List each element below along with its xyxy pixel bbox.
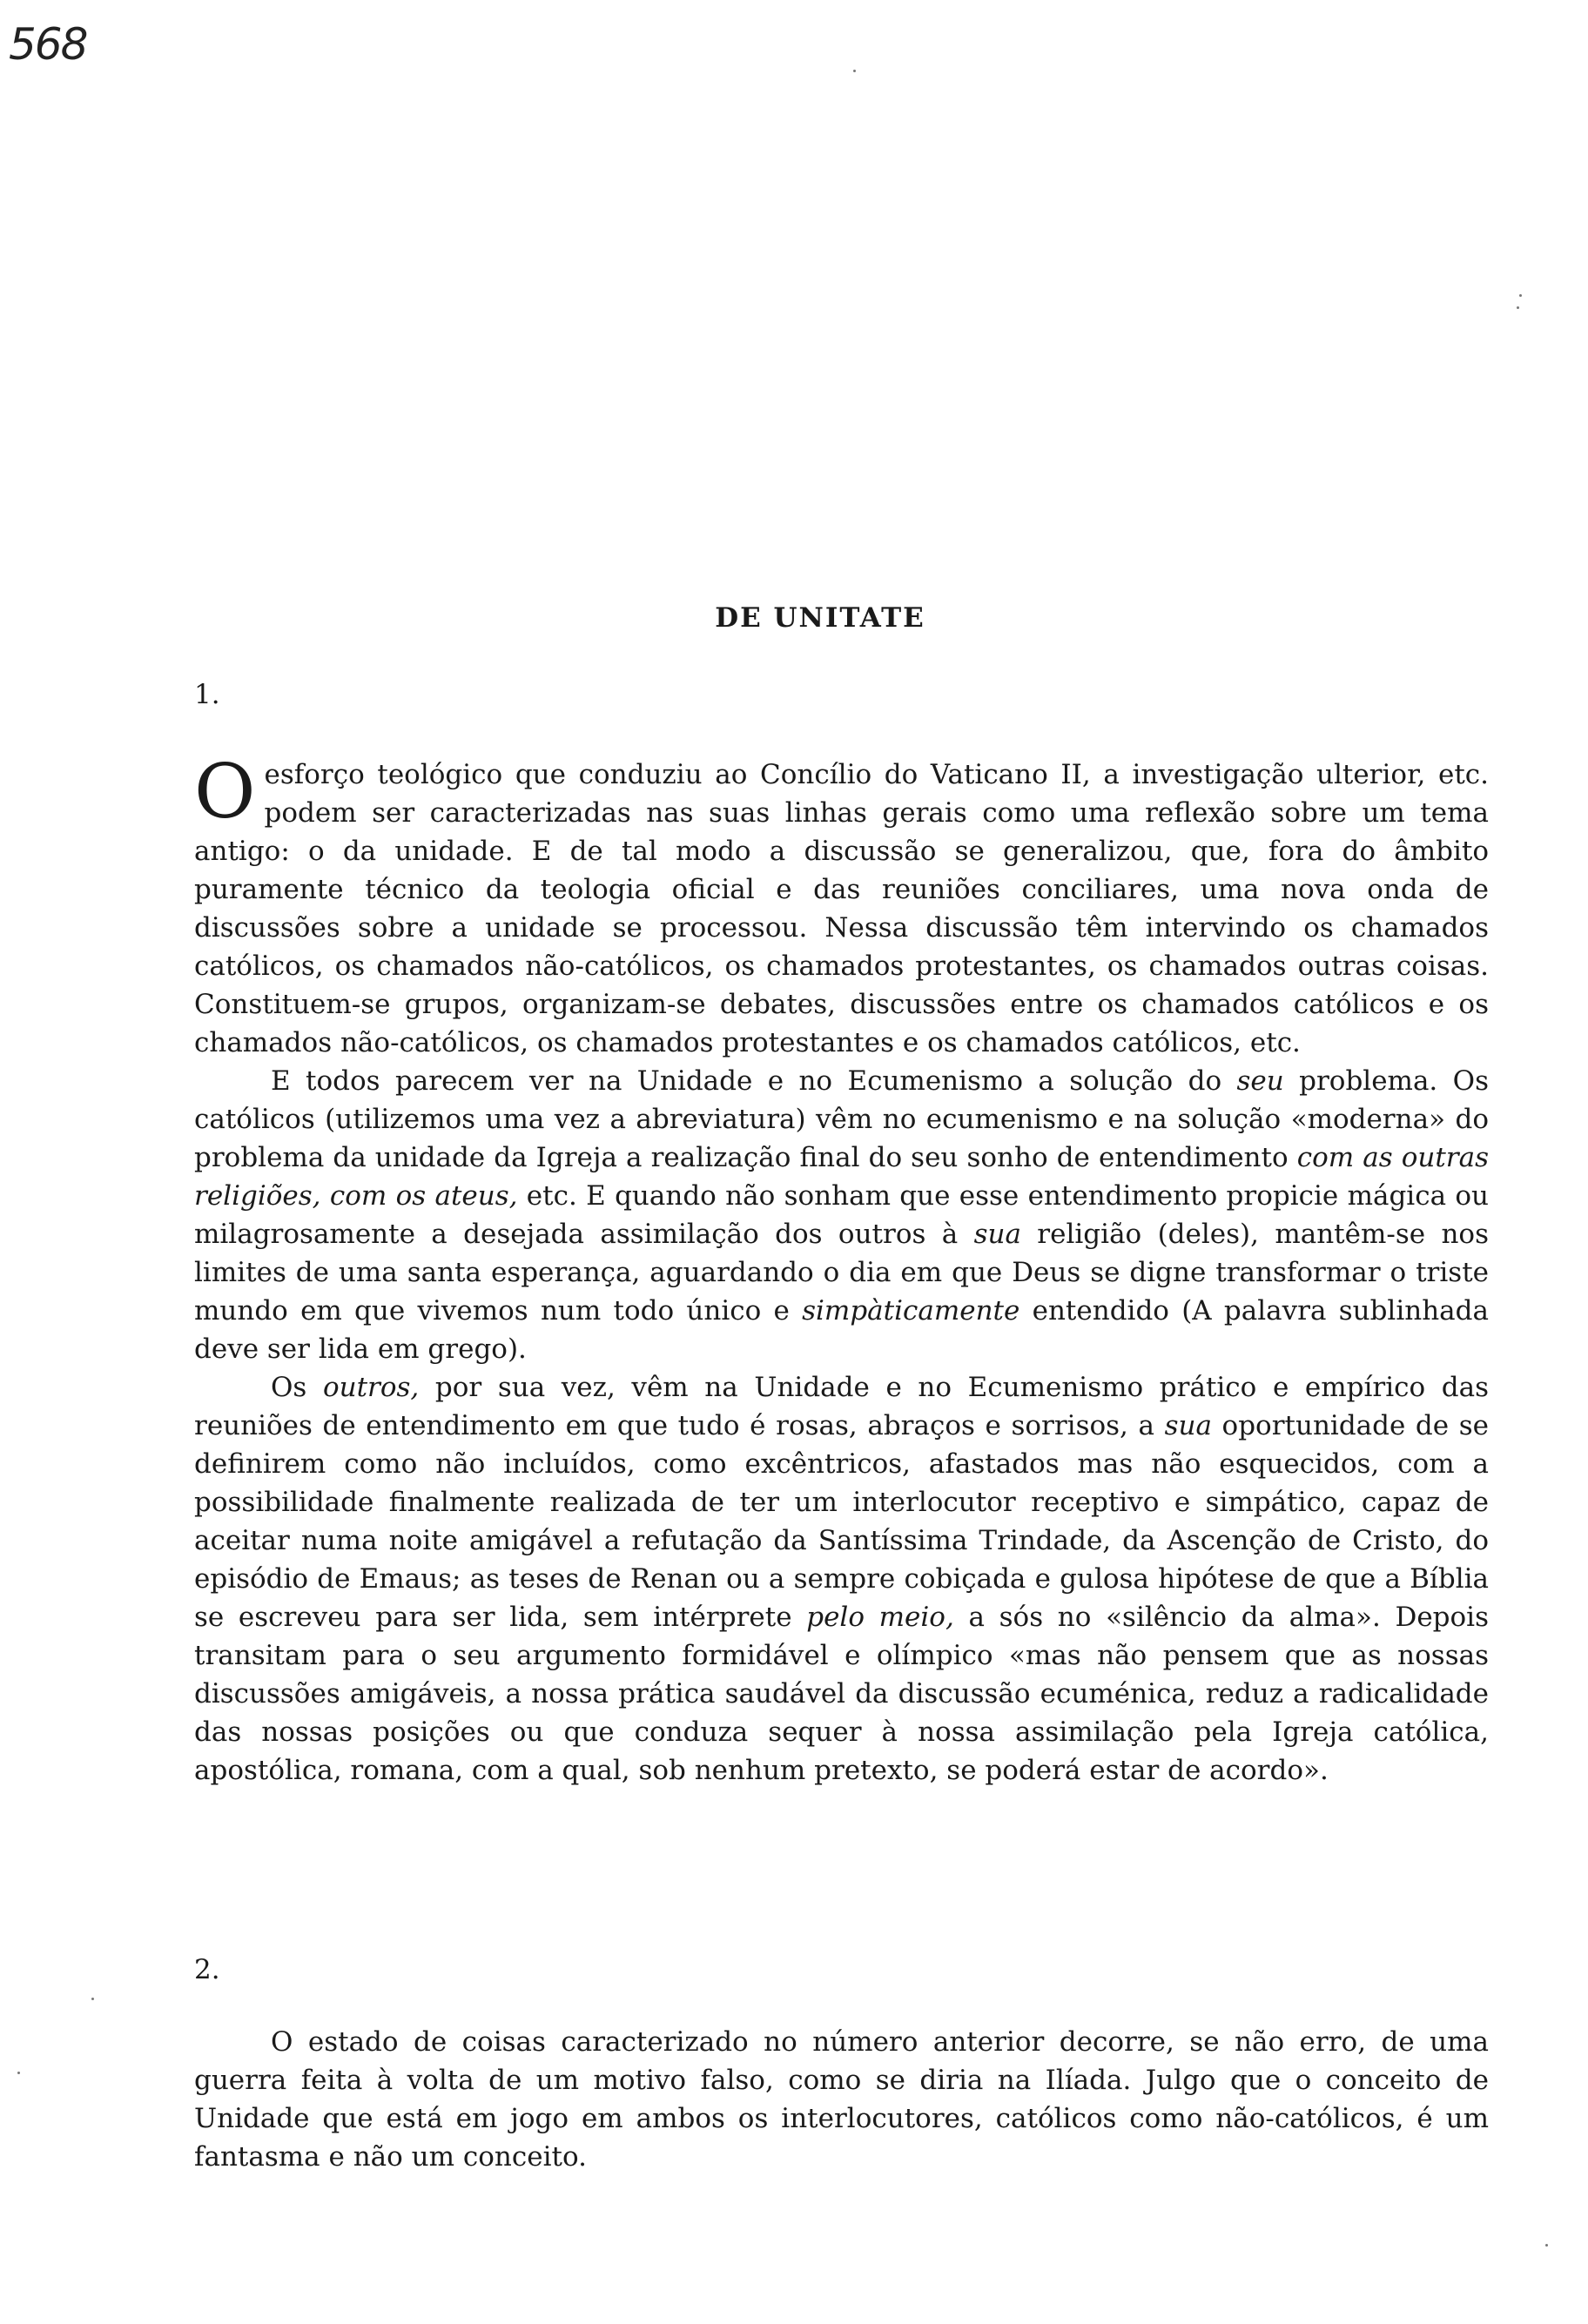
text-run: Os [271, 1372, 323, 1403]
section-number-1: 1. [194, 679, 220, 710]
text-run: problema. Os católicos (utilizemos uma vez a abreviatura) vêm no ecumenismo e na solução «moderna» do problema da unidade da Igreja a realização final do seu sonho de entendimento [194, 1065, 1489, 1173]
scan-speck [17, 2072, 20, 2074]
scan-speck [853, 70, 856, 72]
emphasis: outros, [322, 1372, 420, 1403]
scan-speck [1519, 294, 1522, 297]
emphasis: pelo meio, [806, 1602, 954, 1633]
paragraph-1-text: esforço teológico que conduziu ao Concílio do Vaticano II, a investigação ulterior, etc. podem ser caracterizadas nas suas linhas gerais como uma reflexão sobre um tema antigo: o da unidade. E de tal modo a discussão se generalizou, que, fora do âmbito puramente técnico da teologia oficial e das reuniões conciliares, uma nova onda de discussões sobre a unidade se processou. Nessa discussão têm intervindo os chamados católicos, os chamados não-católicos, os chamados protestantes, os chamados outras coisas. Constituem-se grupos, organizam-se debates, discussões entre os chamados católicos e os chamados não-católicos, os chamados protestantes e os chamados católicos, etc. [194, 759, 1489, 1058]
text-run: religião (deles), mantêm-se nos limites de uma santa esperança, aguardando o dia em que Deus se digne transformar o triste mundo em que vivemos num todo único e [194, 1219, 1489, 1327]
emphasis: simpàticamente [802, 1295, 1020, 1327]
text-run: etc. E quando não sonham que esse entendimento propicie mágica ou milagrosamente a desejada assimilação dos outros à [194, 1180, 1489, 1250]
section-2-body [194, 2023, 1489, 2176]
scan-speck [1517, 306, 1519, 309]
paragraph-2 [194, 1062, 1489, 1368]
paragraph-1 [194, 749, 1489, 1062]
page-title: DE UNITATE [715, 602, 925, 634]
emphasis: com as outras religiões, com os ateus, [194, 1142, 1489, 1212]
text-run: E todos parecem ver na Unidade e no Ecumenismo a solução do [271, 1065, 1237, 1097]
scan-speck [91, 1998, 94, 2000]
emphasis: sua [973, 1219, 1021, 1250]
scan-speck [1545, 2244, 1548, 2247]
paragraph-4 [194, 2023, 1489, 2176]
text-run: a sós no «silêncio da alma». Depois transitam para o seu argumento formidável e olímpico «mas não pensem que as nossas discussões amigáveis, a nossa prática saudável da discussão ecuménica, reduz a radicalidade das nossas posições ou que conduza sequer à nossa assimilação pela Igreja católica, apostólica, romana, com a qual, sob nenhum pretexto, se poderá estar de acordo». [194, 1602, 1489, 1786]
emphasis: sua [1164, 1410, 1212, 1441]
section-number-2: 2. [194, 1954, 220, 1985]
text-run: por sua vez, vêm na Unidade e no Ecumenismo prático e empírico das reuniões de entendimento em que tudo é rosas, abraços e sorrisos, a [194, 1372, 1489, 1441]
text-run: oportunidade de se definirem como não incluídos, como excêntricos, afastados mas não esquecidos, com a possibilidade finalmente realizada de ter um interlocutor receptivo e simpático, capaz de aceitar numa noite amigável a refutação da Santíssima Trindade, da Ascenção de Cristo, do episódio de Emaus; as teses de Renan ou a sempre cobiçada e gulosa hipótese de que a Bíblia se escreveu para ser lida, sem intérprete [194, 1410, 1489, 1633]
drop-cap: O [194, 749, 256, 836]
emphasis: seu [1236, 1065, 1284, 1097]
page-number: 568 [9, 19, 87, 70]
paragraph-3 [194, 1368, 1489, 1790]
section-1-body [194, 749, 1489, 1790]
text-run: O estado de coisas caracterizado no número anterior decorre, se não erro, de uma guerra feita à volta de um motivo falso, como se diria na Ilíada. Julgo que o conceito de Unidade que está em jogo em ambos os interlocutores, católicos como não-católicos, é um fantasma e não um conceito. [194, 2026, 1489, 2173]
text-run: entendido (A palavra sublinhada deve ser lida em grego). [194, 1295, 1489, 1365]
